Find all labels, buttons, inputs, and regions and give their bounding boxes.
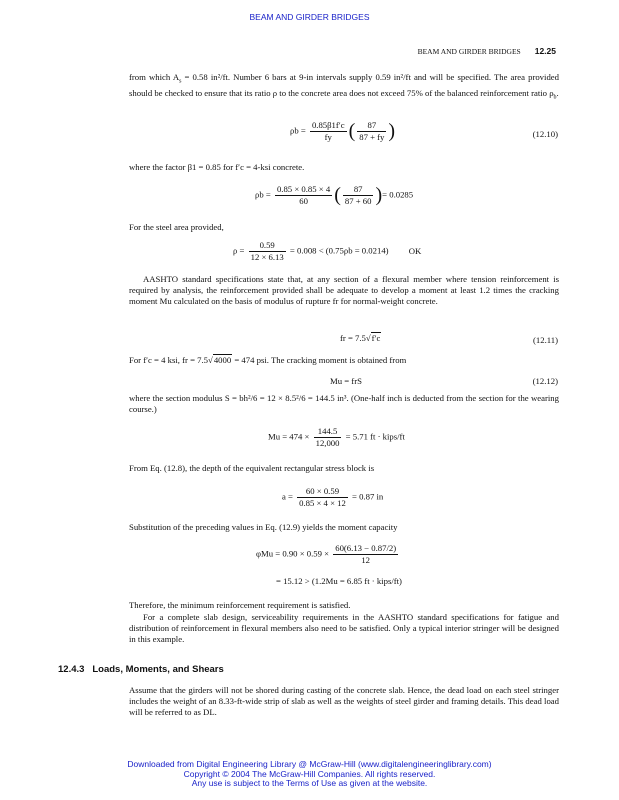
equation-number-12-10: (12.10) [532,129,558,139]
paragraph-2: where the factor β1 = 0.85 for f′c = 4-ksi concrete. [129,162,305,172]
equation-phi-mu: φMu = 0.90 × 0.59 × $\frac{60(6.13 - 0.87/2)}{12}$ [256,543,397,565]
section-heading: 12.4.3 Loads, Moments, and Shears [58,664,224,675]
paragraph-5: For f′c = 4 ksi, fr = 7.5√4000 = 474 psi. The cracking moment is obtained from [129,355,407,365]
equation-rho: ρ = $\frac{0.59}{12 \times 6.13}$ = 0.008 < (0.75ρb = 0.0214) OK [233,240,422,262]
paragraph-4: AASHTO standard specifications state that, at any section of a flexural member where tension reinforcement is required by analysis, the reinforcement provided shall be adequate to develop a moment at least 1.2 times the cracking moment Mu calculated on the basis of modulus of rupture fr for normal-weight concrete. [129,274,559,307]
equation-12-12: Mu = frS [330,376,362,386]
footer-line-3: Any use is subject to the Terms of Use as given at the website. [191,778,428,788]
paragraph-3: For the steel area provided, [129,222,224,232]
equation-mu: Mu = 474 × $\frac{144.5}{12,000}$ = 5.71 ft · kips/ft [268,426,405,448]
equation-phi-mu-line2: = 15.12 > (1.2Mu = 6.85 ft · kips/ft) [276,576,402,586]
running-head [418,46,556,56]
footer [0,760,619,789]
paragraph-11: Assume that the girders will not be shored during casting of the concrete slab. Hence, the dead load on each steel stringer includes the weight of an 8.33-ft-wide strip of slab as well as the weights of steel girder and framing details. This dead load will be referred to as DL. [129,685,559,718]
equation-12-11: fr = 7.5√f′c [340,333,381,343]
running-head-title: BEAM AND GIRDER BRIDGES [417,47,521,56]
equation-a: a = $\frac{60 \times 0.59}{0.85 \times 4 \times 12}$ = 0.87 in [282,486,384,508]
top-banner: BEAM AND GIRDER BRIDGES [249,12,370,22]
equation-number-12-12: (12.12) [532,376,558,386]
footer-line-1[interactable]: Downloaded from Digital Engineering Library @ McGraw-Hill (www.digitalengineeringlibrary.com) [127,759,492,769]
paragraph-8: Substitution of the preceding values in Eq. (12.9) yields the moment capacity [129,522,398,532]
paragraph-6: where the section modulus S = bh²/6 = 12 × 8.5²/6 = 144.5 in³. (One-half inch is deducted from the section for the wearing course.) [129,393,559,415]
equation-rho-b: ρb = $\frac{0.85 \times 0.85 \times 4}{60}$ ( $\frac{87}{87 + 60}$ )= 0.0285 [255,184,414,206]
page-number: 12.25 [534,46,556,56]
equation-12-10: ρb = $\frac{0.85\beta 1f'c}{fy}$ ( $\frac{87}{87 + fy}$ ) [290,120,396,142]
paragraph-9: Therefore, the minimum reinforcement requirement is satisfied. [129,600,351,610]
equation-number-12-11: (12.11) [532,335,558,345]
footer-line-2: Copyright © 2004 The McGraw-Hill Companies. All rights reserved. [183,768,436,779]
paragraph-10: For a complete slab design, serviceability requirements in the AASHTO standard specifications for fatigue and distribution of reinforcement in flexural members also need to be satisfied. Only a typical interior stringer will be designed in this example. [129,612,559,645]
paragraph-1: from which $A_s = 0.58$ in²/ft. Number 6 bars at 9-in intervals supply 0.59 in²/ft and will be specified. The area provided should be checked to ensure that its ratio ρ to the concrete area does not exceed 75% of the balanced reinforcement ratio $\rho_b$. [129,72,559,101]
paragraph-7: From Eq. (12.8), the depth of the equivalent rectangular stress block is [129,463,375,473]
